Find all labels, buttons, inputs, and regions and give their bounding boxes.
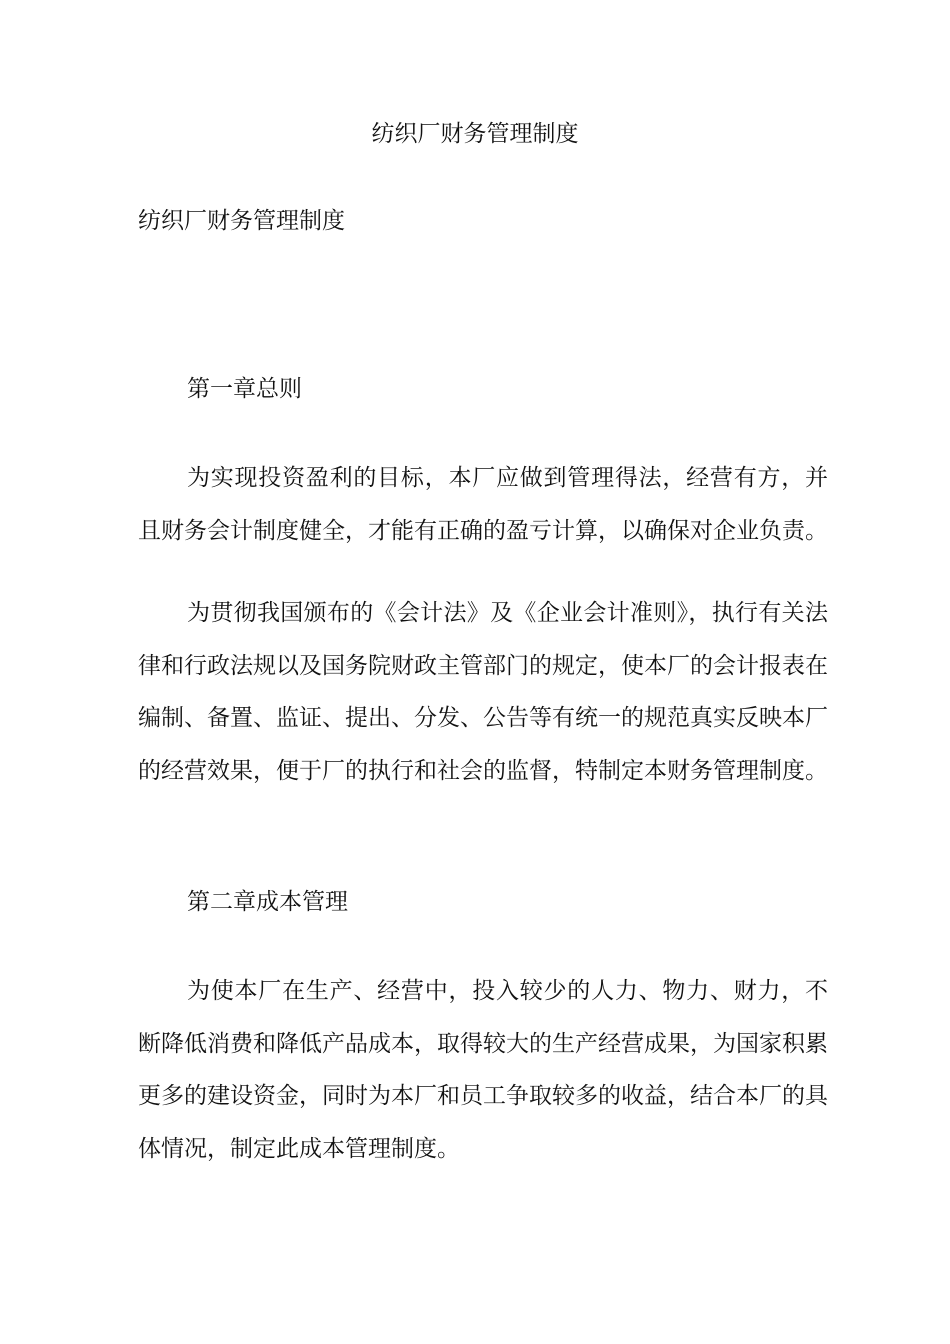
document-subtitle: 纺织厂财务管理制度 [138, 208, 345, 234]
chapter-1-heading: 第一章总则 [187, 376, 302, 402]
chapter-2-paragraph-1: 为使本厂在生产、经营中，投入较少的人力、物力、财力，不断降低消费和降低产品成本，取得较大的生产经营成果，为国家积累更多的建设资金，同时为本厂和员工争取较多的收益，结合本厂的具体情况，制定此成本管理制度。 [138, 978, 828, 1162]
chapter-2-heading: 第二章成本管理 [187, 889, 348, 915]
chapter-1-paragraph-2: 为贯彻我国颁布的《会计法》及《企业会计准则》，执行有关法律和行政法规以及国务院财政主管部门的规定，使本厂的会计报表在编制、备置、监证、提出、分发、公告等有统一的规范真实反映本厂的经营效果，便于厂的执行和社会的监督，特制定本财务管理制度。 [138, 600, 828, 784]
chapter-1-paragraph-1: 为实现投资盈利的目标，本厂应做到管理得法，经营有方，并且财务会计制度健全，才能有正确的盈亏计算，以确保对企业负责。 [138, 465, 828, 544]
document-title: 纺织厂财务管理制度 [371, 121, 579, 147]
